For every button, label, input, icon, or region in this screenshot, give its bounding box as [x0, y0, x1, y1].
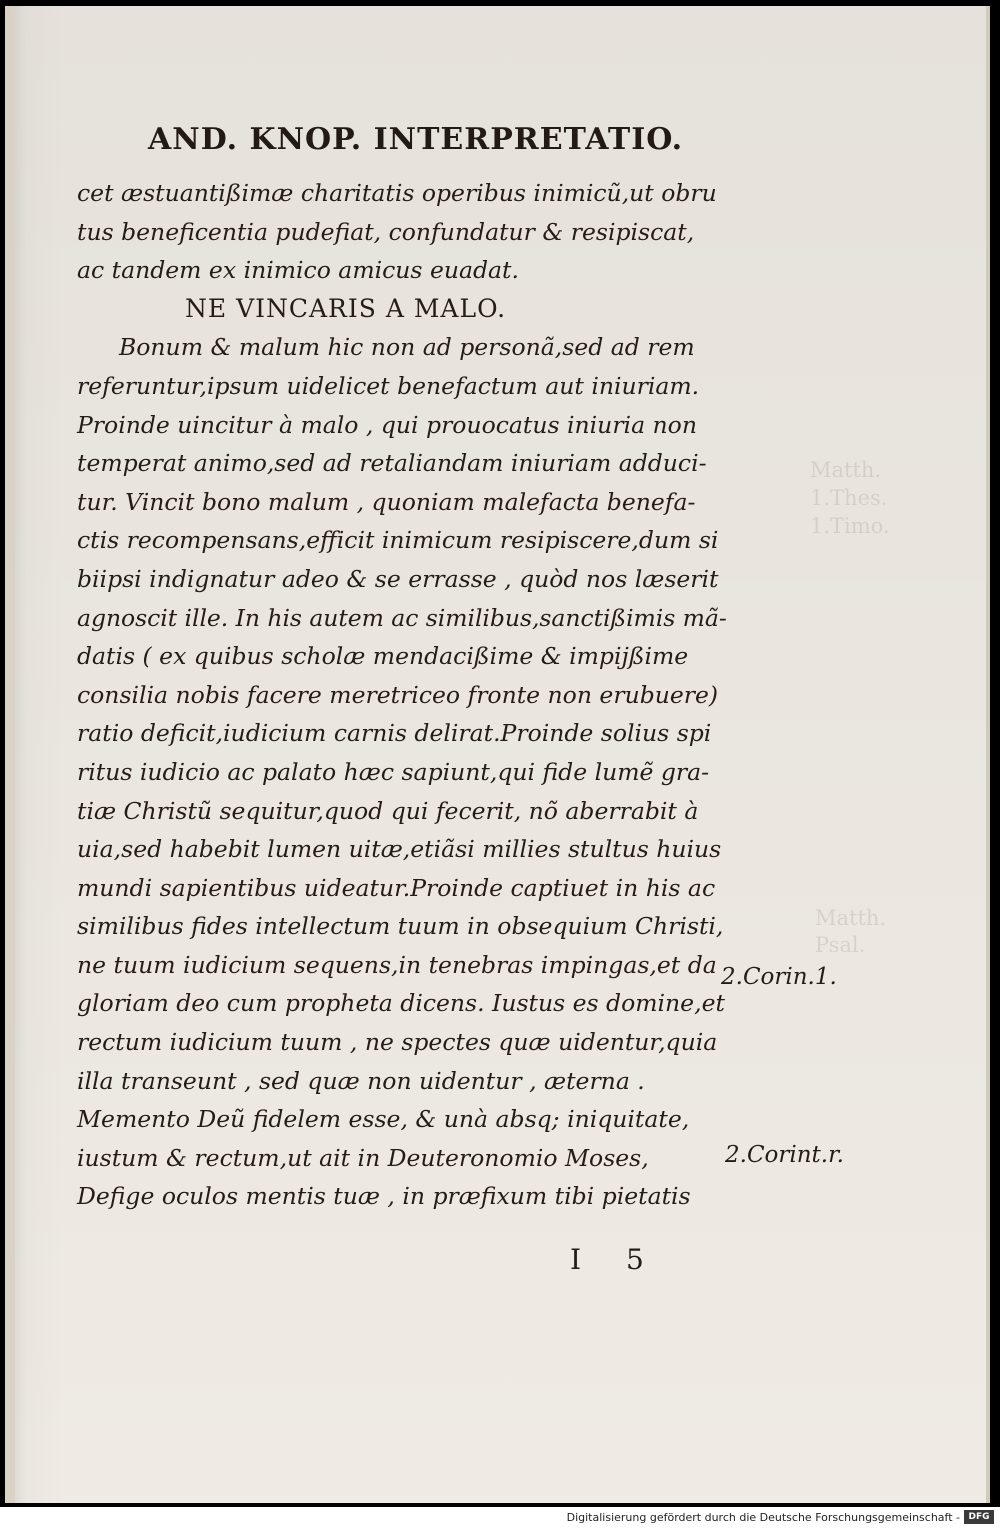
text-line: ac tandem ex inimico amicus euadat. — [77, 256, 519, 285]
text-line: iustum & rectum,ut ait in Deuteronomio Moses, — [77, 1143, 649, 1172]
text-line: illa transeunt , sed quæ non uidentur , æterna . — [77, 1066, 645, 1095]
text-line: Defige oculos mentis tuæ , in præfixum tibi pietatis — [77, 1182, 691, 1211]
text-line: ritus iudicio ac palato hæc sapiunt,qui fide lumẽ gra- — [77, 757, 710, 786]
bleed-through-text: Matth. — [810, 458, 882, 482]
text-line: cet æstuantißimæ charitatis operibus inimicũ,ut obru — [77, 179, 717, 207]
text-line: ctis recompensans,efficit inimicum resipiscere,dum si — [77, 526, 719, 555]
text-line: similibus fides intellectum tuum in obsequium Christi, — [77, 912, 724, 941]
text-line: mundi sapientibus uideatur.Proinde captiuet in his ac — [77, 873, 716, 902]
text-line: tiæ Christũ sequitur,quod qui fecerit, nõ aberrabit à — [77, 796, 699, 825]
body-text — [77, 174, 727, 1216]
page-edge — [986, 6, 990, 1503]
text-line: tus beneficentia pudefiat, confundatur & resipiscat, — [77, 217, 695, 246]
text-line: rectum iudicium tuum , ne spectes quæ uidentur,quia — [77, 1028, 718, 1057]
text-line: Bonum & malum hic non ad personã,sed ad rem — [119, 333, 695, 362]
dfg-logo-icon: DFG — [964, 1510, 994, 1524]
text-line: consilia nobis facere meretriceo fronte non erubuere) — [77, 680, 719, 709]
text-line: temperat animo,sed ad retaliandam iniuriam adduci- — [77, 449, 707, 478]
book-page — [5, 6, 990, 1503]
text-line: Proinde uincitur à malo , qui prouocatus iniuria non — [77, 410, 697, 439]
text-line: ratio deficit,iudicium carnis delirat.Proinde solius spi — [77, 719, 712, 748]
text-line: biipsi indignatur adeo & se errasse , quòd nos læserit — [77, 564, 719, 593]
text-line: agnoscit ille. In his autem ac similibus,sanctißimis mã- — [77, 603, 727, 632]
marginal-note: 2.Corin.1. — [721, 964, 837, 990]
bleed-through-text: Matth. — [815, 906, 887, 930]
text-line: Memento Deũ fidelem esse, & unà absq; iniquitate, — [77, 1105, 690, 1134]
bleed-through-text: Psal. — [815, 933, 866, 957]
running-head: AND. KNOP. INTERPRETATIO. — [148, 122, 684, 157]
text-line: uia,sed habebit lumen uitæ,etiãsi millies stultus huius — [77, 835, 722, 864]
funding-credit: Digitalisierung gefördert durch die Deutsche Forschungsgemeinschaft - — [566, 1511, 960, 1524]
text-line: tur. Vincit bono malum , quoniam malefacta benefa- — [77, 487, 696, 516]
page-gutter-shadow — [5, 6, 15, 1503]
section-heading: NE VINCARIS A MALO. — [185, 293, 507, 323]
text-line: datis ( ex quibus scholæ mendacißime & impijßime — [77, 642, 689, 671]
bleed-through-text: 1.Timo. — [810, 514, 890, 538]
text-line: referuntur,ipsum uidelicet benefactum aut iniuriam. — [77, 371, 700, 400]
text-line: ne tuum iudicium sequens,in tenebras impingas,et da — [77, 950, 717, 979]
marginal-note: 2.Corint.r. — [725, 1142, 844, 1168]
bleed-through-text: 1.Thes. — [810, 486, 888, 510]
footer-bar — [0, 1507, 1000, 1529]
text-line: gloriam deo cum propheta dicens. Iustus es domine,et — [77, 989, 725, 1018]
signature-mark: I 5 — [570, 1243, 662, 1276]
